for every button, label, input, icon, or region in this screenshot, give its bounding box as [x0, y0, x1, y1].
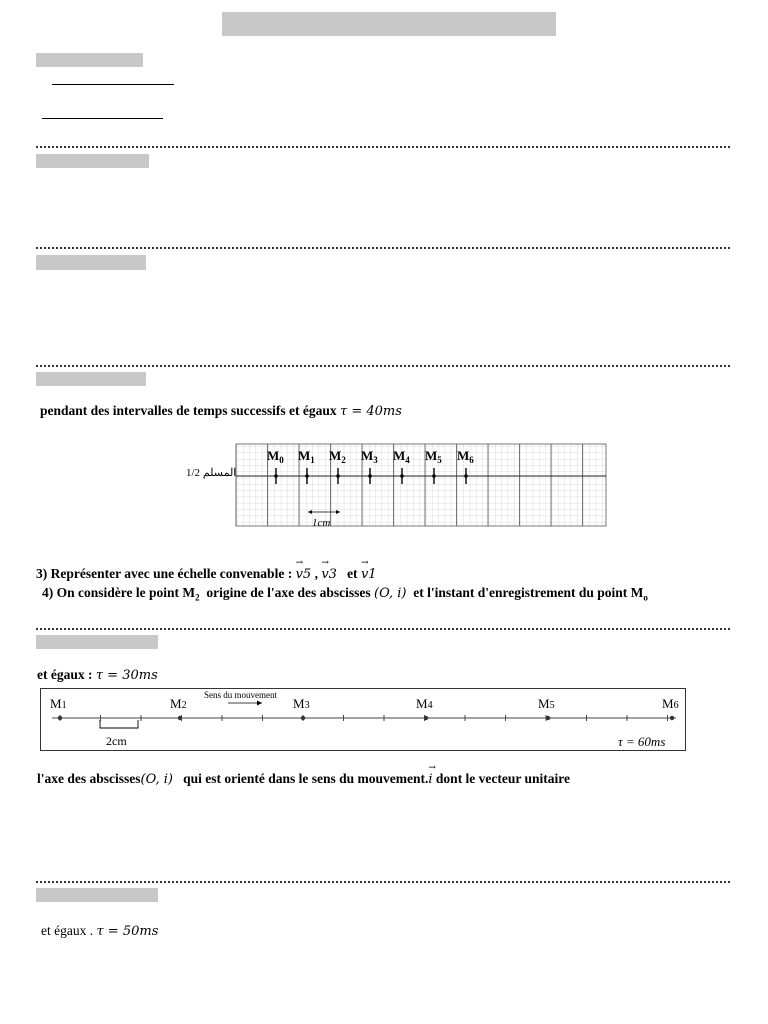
section-3-heading-bar [36, 255, 146, 270]
section-4-heading-bar [36, 372, 146, 386]
s5-axis-line [37, 771, 570, 787]
q3-v1: → v1 [361, 567, 377, 582]
s4-question-3: 3) Représenter avec une échelle convenable : → v5 , → v3 et → v1 [36, 566, 377, 582]
s6-tau: τ = 50ms [96, 924, 159, 939]
svg-text:M4: $M_4$ [393, 448, 410, 465]
s4-intro-line [40, 403, 402, 419]
axis-line-a: l'axe des abscisses [37, 771, 141, 786]
track-frame [41, 689, 686, 751]
underline-2 [42, 118, 163, 119]
q3-prefix: 3) Représenter avec une échelle convenable : [36, 566, 293, 581]
underline-1 [52, 84, 174, 85]
track-unit-label: 2cm [106, 734, 127, 748]
q3-and: et [347, 566, 358, 581]
divider-5 [36, 881, 730, 883]
s5-motion-track [40, 688, 686, 752]
q4-prefix: 4) On considère le point M [42, 585, 196, 600]
svg-text:M2: $M_2$ [329, 448, 346, 465]
svg-text:M3: M3 [293, 696, 310, 711]
axis-line-c: dont le vecteur unitaire [435, 771, 571, 786]
tape-unit-label: 1cm [312, 517, 331, 529]
q4-mid: origine de l'axe des abscisses [206, 585, 371, 600]
svg-text:M6: M6 [662, 696, 679, 711]
q4-end-sub: o [643, 592, 648, 603]
title-redaction-bar [222, 12, 556, 36]
section-6-heading-bar [36, 888, 158, 902]
svg-text:M6: $M_6$ [457, 448, 474, 465]
q4-axis: (O, i) [374, 586, 407, 601]
svg-text:M5: M5 [538, 696, 555, 711]
divider-1 [36, 146, 730, 148]
svg-text:M2: M2 [170, 696, 187, 711]
axis-line-b: qui est orienté dans le sens du mouvement. [183, 771, 429, 786]
svg-text:M0: $M_0$ [267, 448, 284, 465]
q4-sub: 2 [195, 592, 200, 603]
section-5-heading-bar [36, 635, 158, 649]
axis-sym: (O, i) [140, 772, 173, 787]
q3-v3: → v3 [321, 567, 337, 582]
section-2-heading-bar [36, 154, 149, 168]
q3-v5: → v5 [296, 567, 312, 582]
svg-text:M3: $M_3$ [361, 448, 378, 465]
divider-3 [36, 365, 730, 367]
axis-vec: → i [428, 772, 432, 787]
s4-intro: pendant des intervalles de temps successifs et égaux [40, 403, 337, 418]
svg-text:M1: M1 [50, 696, 67, 711]
divider-2 [36, 247, 730, 249]
graph-paper [236, 444, 606, 526]
direction-label: Sens du mouvement [204, 690, 277, 700]
s4-question-4 [42, 585, 648, 603]
section-1-heading-bar [36, 53, 143, 67]
svg-text:M4: M4 [416, 696, 433, 711]
svg-text:M5: $M_5$ [425, 448, 442, 465]
s4-tau: τ = 40ms [340, 404, 402, 419]
track-tau-label: τ = 60ms [618, 734, 666, 749]
s6-intro: et égaux . [41, 923, 94, 938]
svg-text:M1: $M_1$ [298, 448, 315, 465]
tape-scale-label: المسلم 1/2 [186, 467, 237, 479]
s6-intro-line [41, 923, 158, 939]
divider-4 [36, 628, 730, 630]
s5-intro-line [37, 667, 158, 683]
s4-recording-tape [180, 440, 610, 532]
s5-intro: et égaux : [37, 667, 93, 682]
q4-end: et l'instant d'enregistrement du point M [413, 585, 644, 600]
s5-tau: τ = 30ms [95, 668, 158, 683]
